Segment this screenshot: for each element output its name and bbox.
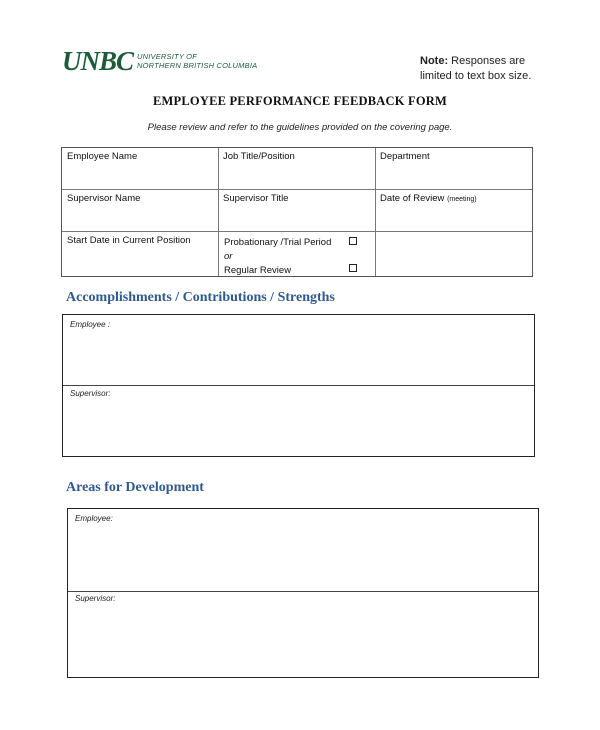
- accomplishments-employee-label: Employee :: [70, 320, 111, 329]
- form-title: EMPLOYEE PERFORMANCE FEEDBACK FORM: [153, 94, 447, 108]
- accomplishments-supervisor-textarea[interactable]: [63, 386, 534, 456]
- logo-text: [137, 52, 257, 70]
- start-date-field[interactable]: [62, 232, 218, 276]
- regular-review-checkbox[interactable]: [349, 264, 357, 272]
- development-supervisor-label: Supervisor:: [75, 594, 116, 603]
- accomplishments-supervisor-label: Supervisor:: [70, 389, 111, 398]
- development-employee-label: Employee:: [75, 514, 113, 523]
- supervisor-name-field[interactable]: [62, 190, 218, 231]
- accomplishments-employee-textarea[interactable]: [63, 315, 534, 385]
- department-field[interactable]: [375, 148, 532, 189]
- supervisor-title-label: Supervisor Title: [223, 193, 289, 204]
- development-employee-textarea[interactable]: [68, 509, 538, 591]
- employee-name-field[interactable]: [62, 148, 218, 189]
- note-text-1: Responses are: [451, 55, 526, 67]
- development-heading: Areas for Development: [66, 480, 204, 495]
- job-title-label: Job Title/Position: [223, 151, 295, 162]
- development-box: [67, 508, 539, 678]
- start-date-label: Start Date in Current Position: [67, 235, 191, 246]
- date-of-review-label: Date of Review: [380, 193, 445, 204]
- department-label: Department: [380, 151, 430, 162]
- supervisor-title-field[interactable]: [218, 190, 375, 231]
- instructions: Please review and refer to the guidelines provided on the covering page.: [147, 122, 453, 133]
- logo-line-2: NORTHERN BRITISH COLUMBIA: [137, 61, 258, 70]
- or-label: or: [224, 251, 233, 262]
- supervisor-name-label: Supervisor Name: [67, 193, 141, 204]
- note-label: Note:: [420, 55, 449, 67]
- note-text-2: limited to text box size.: [420, 70, 532, 82]
- review-type-cell: [218, 232, 375, 276]
- job-title-field[interactable]: [218, 148, 375, 189]
- note: [420, 54, 531, 84]
- regular-review-label: Regular Review: [224, 265, 292, 276]
- date-of-review-note: (meeting): [447, 196, 477, 203]
- employee-name-label: Employee Name: [67, 151, 138, 162]
- blank-cell: [375, 232, 532, 276]
- accomplishments-heading: Accomplishments / Contributions / Strengths: [66, 290, 335, 305]
- logo-line-1: UNIVERSITY OF: [137, 52, 197, 61]
- date-of-review-field[interactable]: [375, 190, 532, 231]
- unbc-logo: [62, 44, 257, 78]
- employee-info-table: [61, 147, 533, 277]
- accomplishments-box: [62, 314, 535, 457]
- probationary-label: Probationary /Trial Period: [224, 237, 332, 248]
- development-supervisor-textarea[interactable]: [68, 592, 538, 677]
- probationary-checkbox[interactable]: [349, 237, 357, 245]
- logo-mark: UNBC: [62, 45, 134, 76]
